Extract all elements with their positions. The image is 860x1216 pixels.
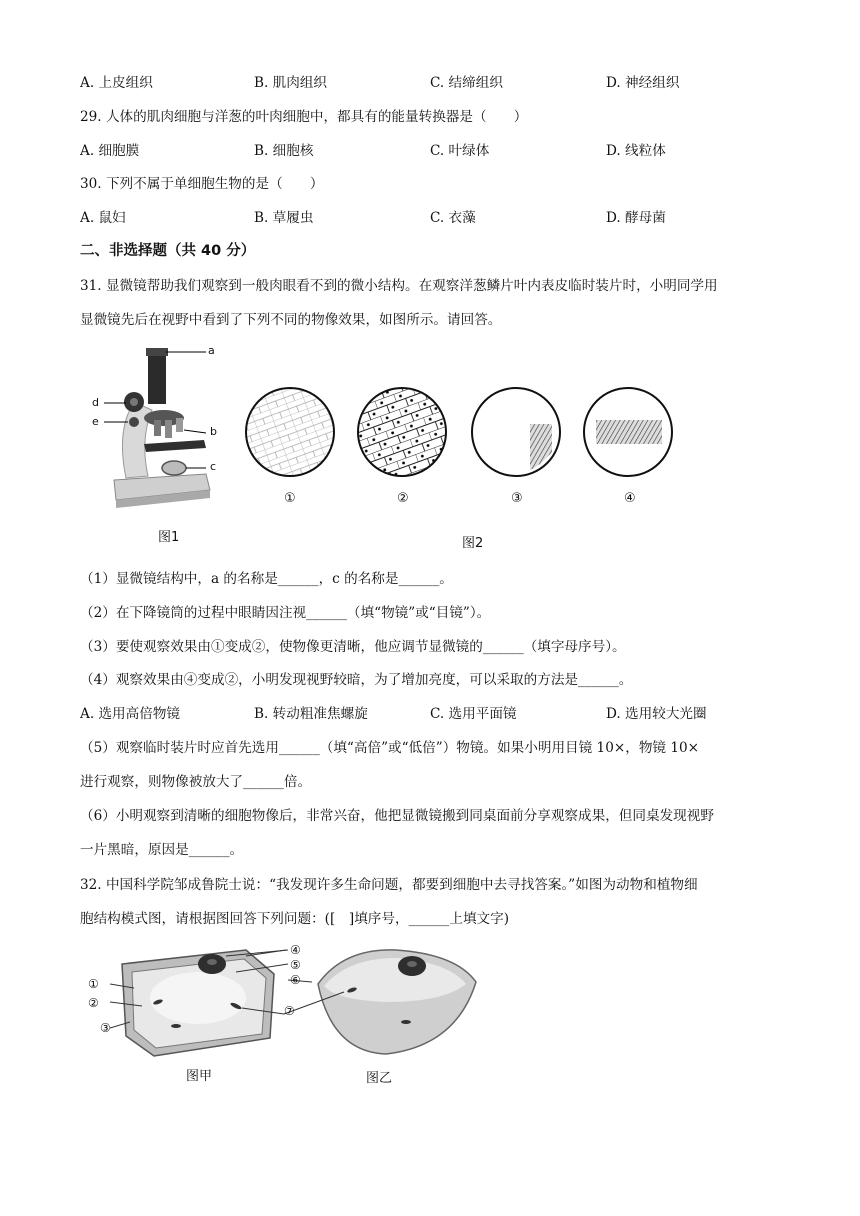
- cell-label-5: ⑤: [290, 958, 301, 972]
- q32-stem-line2: 胞结构模式图，请根据图回答下列问题：([ ]填序号，______上填文字): [80, 911, 510, 927]
- cell-label-1: ①: [88, 977, 99, 991]
- fig1-label-d: d: [92, 396, 99, 409]
- fig2-view-label-4: ④: [624, 491, 636, 506]
- q31-sub4-option-c: C. 选用平面镜: [430, 706, 517, 722]
- fig1-label-b: b: [210, 425, 217, 438]
- section-2-title: 二、非选择题（共 40 分）: [80, 243, 256, 259]
- view-circles-figure: [240, 382, 680, 482]
- cell-diagram-figure: [86, 942, 486, 1062]
- q29-stem: 29. 人体的肌肉细胞与洋葱的叶肉细胞中，都具有的能量转换器是（ ）: [80, 109, 528, 125]
- q29-option-a: A. 细胞膜: [80, 143, 140, 159]
- q31-stem-line1: 31. 显微镜帮助我们观察到一般肉眼看不到的微小结构。在观察洋葱鳞片叶内表皮临时装片时，小明同学用: [80, 278, 718, 294]
- q31-sub5-line2: 进行观察，则物像被放大了______倍。: [80, 774, 312, 790]
- q31-sub4-option-a: A. 选用高倍物镜: [80, 706, 181, 722]
- fig2-view-label-1: ①: [284, 491, 296, 506]
- q29-option-c: C. 叶绿体: [430, 143, 490, 159]
- q31-sub5-line1: （5）观察临时装片时应首先选用______（填“高倍”或“低倍”）物镜。如果小明用目镜 10×，物镜 10×: [80, 740, 700, 756]
- q31-stem-line2: 显微镜先后在视野中看到了下列不同的物像效果，如图所示。请回答。: [80, 312, 502, 328]
- q30-option-d: D. 酵母菌: [606, 210, 666, 226]
- fig1-label-e: e: [92, 415, 99, 428]
- fig2-view-label-3: ③: [511, 491, 523, 506]
- q31-sub4: （4）观察效果由④变成②，小明发现视野较暗，为了增加亮度，可以采取的方法是______。: [80, 672, 633, 688]
- fig1-label-a: a: [208, 344, 215, 357]
- q28-option-a: A. 上皮组织: [80, 75, 153, 91]
- q30-stem: 30. 下列不属于单细胞生物的是（ ）: [80, 176, 324, 192]
- q31-sub4-option-b: B. 转动粗准焦螺旋: [254, 706, 368, 722]
- fig2-view-label-2: ②: [397, 491, 409, 506]
- q30-option-a: A. 鼠妇: [80, 210, 126, 226]
- q31-sub6-line2: 一片黑暗，原因是______。: [80, 842, 244, 858]
- cell-label-7: ⑦: [284, 1004, 295, 1018]
- q30-option-b: B. 草履虫: [254, 210, 314, 226]
- q29-option-d: D. 线粒体: [606, 143, 666, 159]
- q31-sub3: （3）要使观察效果由①变成②，使物像更清晰，他应调节显微镜的______（填字母序号）。: [80, 639, 626, 655]
- q28-option-d: D. 神经组织: [606, 75, 680, 91]
- q28-option-c: C. 结缔组织: [430, 75, 503, 91]
- cell-label-4: ④: [290, 943, 301, 957]
- q31-sub2: （2）在下降镜筒的过程中眼睛因注视______（填“物镜”或“目镜”）。: [80, 605, 491, 621]
- q31-sub6-line1: （6）小明观察到清晰的细胞物像后，非常兴奋，他把显微镜搬到同桌面前分享观察成果，但同桌发现视野: [80, 808, 714, 824]
- fig1-label-c: c: [210, 460, 217, 473]
- fig1-caption: 图1: [158, 530, 180, 545]
- q28-option-b: B. 肌肉组织: [254, 75, 328, 91]
- caption-yi: 图乙: [366, 1071, 393, 1086]
- caption-jia: 图甲: [186, 1069, 213, 1084]
- q30-option-c: C. 衣藻: [430, 210, 476, 226]
- q31-sub1: （1）显微镜结构中，a 的名称是______，c 的名称是______。: [80, 571, 453, 587]
- q32-stem-line1: 32. 中国科学院邹成鲁院士说：“我发现许多生命问题，都要到细胞中去寻找答案。”如图为动物和植物细: [80, 877, 698, 893]
- q29-option-b: B. 细胞核: [254, 143, 314, 159]
- cell-label-3: ③: [100, 1021, 111, 1035]
- q31-sub4-option-d: D. 选用较大光圈: [606, 706, 707, 722]
- cell-label-2: ②: [88, 996, 99, 1010]
- cell-label-6: ⑥: [290, 973, 301, 987]
- fig2-caption: 图2: [462, 536, 484, 551]
